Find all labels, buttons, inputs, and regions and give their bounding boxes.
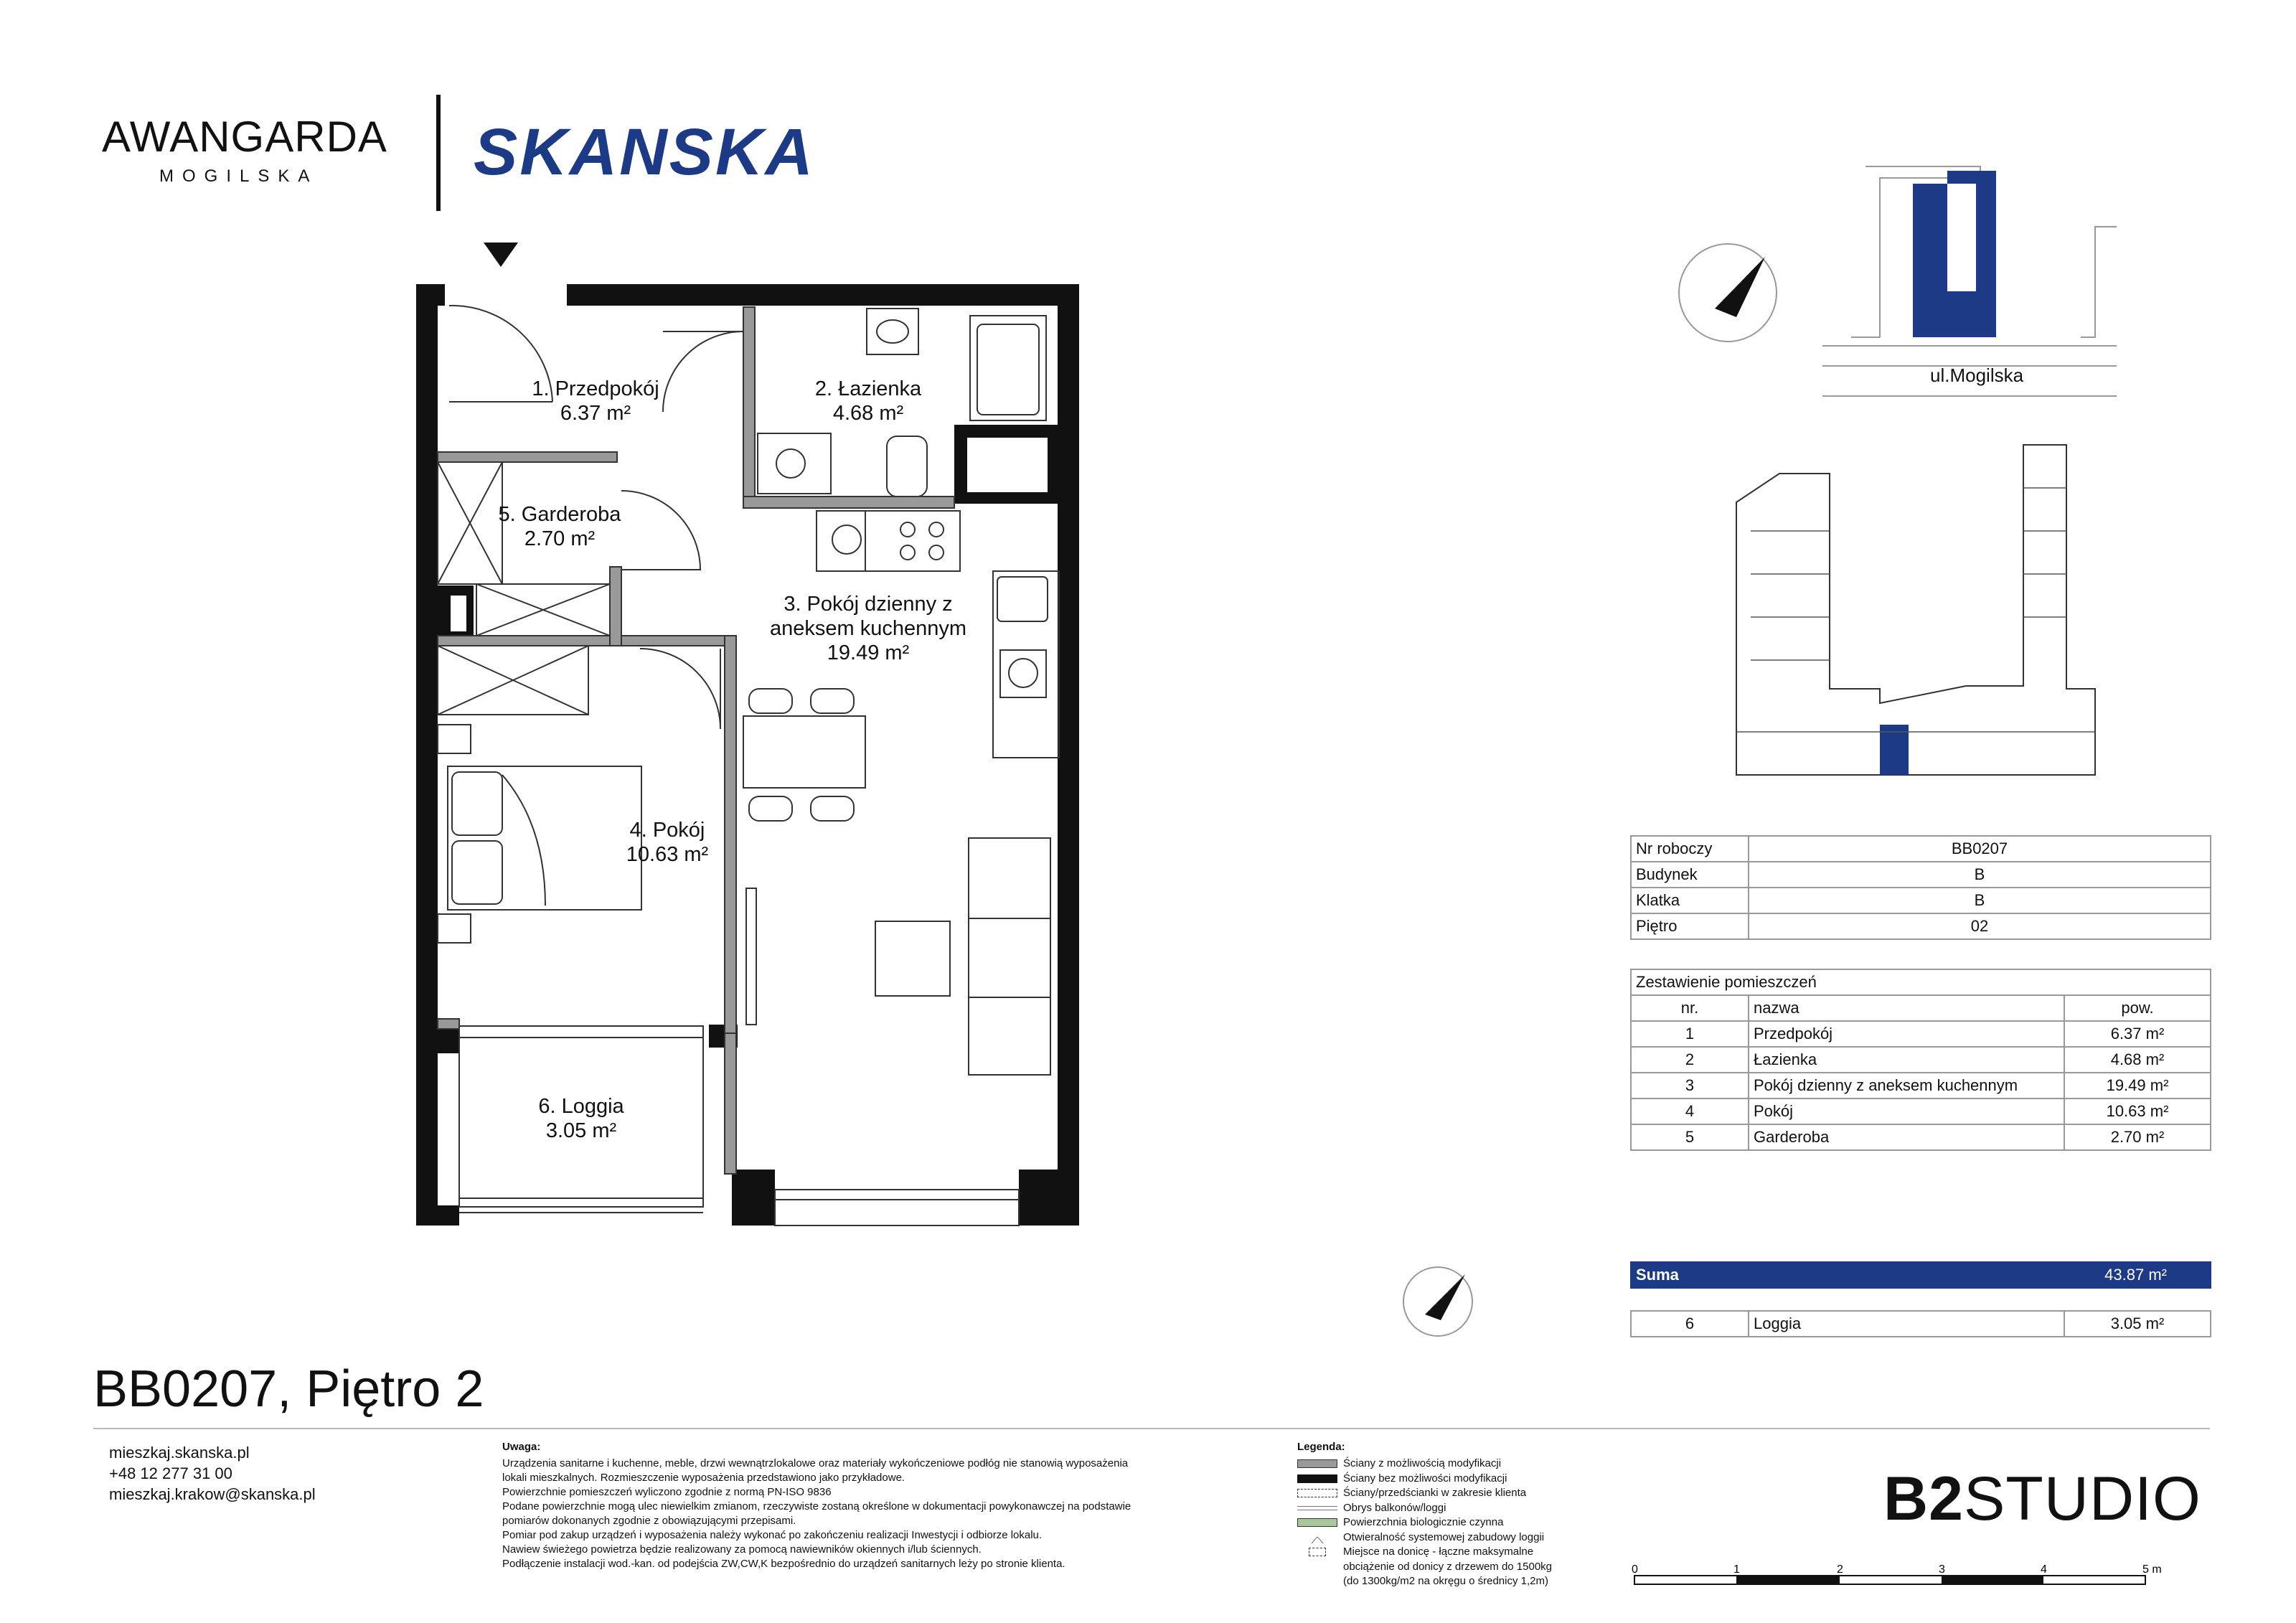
sum-row: Suma 43.87 m² [1631, 1262, 2211, 1288]
page-title: BB0207, Piętro 2 [93, 1360, 484, 1418]
contact-phone[interactable]: +48 12 277 31 00 [109, 1464, 232, 1482]
legend-planter-icon [1309, 1548, 1326, 1556]
table-row: 2 Łazienka 4.68 m² [1631, 1047, 2211, 1073]
loggia-table [1630, 1310, 2211, 1337]
logo-awangarda: AWANGARDA [102, 113, 387, 161]
contact-block [109, 1442, 316, 1505]
legend-swatch [1297, 1459, 1337, 1468]
interior-walls [438, 307, 954, 1174]
legend-swatch [1297, 1474, 1337, 1483]
legend: Ściany z możliwością modyfikacji Ściany bez możliwości modyfikacji Ściany/przedścianki w zakresie klienta Obrys balkonów/loggi Powierzchnia biologicznie czynna ⟋⟍ Otwieralność systemowej zabudowy loggii Miejsce na donicę - łączne maksymalne obciążenie od donicy z drzewem do 1500kg (do 1300kg/m2 na okręgu o średnicy 1,2m) [1297, 1457, 1552, 1589]
room-label-garderoba: 5. Garderoba 2.70 m² [498, 503, 621, 550]
scale-bar [1629, 1564, 2174, 1607]
scale-tick: 1 [1733, 1564, 1740, 1576]
legend-swatch [1297, 1506, 1337, 1510]
legend-opening-icon: ⟋⟍ [1311, 1535, 1324, 1546]
contact-website[interactable]: mieszkaj.skanska.pl [109, 1444, 250, 1462]
scale-tick: 4 [2041, 1564, 2047, 1576]
contact-email[interactable]: mieszkaj.krakow@skanska.pl [109, 1485, 316, 1503]
room-label-pokoj: 4. Pokój 10.63 m² [626, 819, 709, 866]
table-row: Piętro 02 [1631, 913, 2211, 939]
north-compass-icon [1679, 244, 1777, 342]
legend-swatch [1297, 1518, 1337, 1527]
legend-heading: Legenda: [1297, 1441, 1345, 1453]
logo-awangarda-sub: MOGILSKA [159, 166, 319, 186]
street-label: ul.Mogilska [1930, 364, 2024, 386]
info-table [1630, 835, 2211, 940]
scale-tick: 2 [1837, 1564, 1843, 1576]
table-row: Budynek B [1631, 862, 2211, 888]
room-label-pokoj-dzienny: 3. Pokój dzienny z aneksem kuchennym 19.49 m² [769, 593, 967, 664]
legend-swatch [1297, 1489, 1337, 1497]
building-keyplan [1736, 445, 2095, 775]
scale-tick: 3 [1939, 1564, 1945, 1576]
north-compass-small-icon [1401, 1264, 1475, 1339]
sum-table [1630, 1261, 2211, 1289]
table-row: 6 Loggia 3.05 m² [1631, 1311, 2211, 1337]
rooms-table [1630, 969, 2211, 1151]
table-row: 5 Garderoba 2.70 m² [1631, 1124, 2211, 1150]
table-row: 4 Pokój 10.63 m² [1631, 1099, 2211, 1124]
room-label-przedpokoj: 1. Przedpokój 6.37 m² [532, 377, 659, 425]
notes-text: Urządzenia sanitarne i kuchenne, meble, drzwi wewnątrzlokalowe oraz materiały wykończeniowe podłóg nie stanowią wyposażenia lokali mieszkalnych. Rozmieszczenie wyposażenia przedstawiono jako przykładowe. Powierzchnie pomieszczeń wyliczono zgodnie z normą PN-ISO 9836 Podane powierzchnie mogą ulec niewielkim zmianom, rzeczywiste zostaną określone w dokumentacji powykonawczej na podstawie pomiarów dokonanych zgodnie z obowiązującymi przepisami. Pomiar pod zakup urządzeń i wyposażenia należy wykonać po zakończeniu realizacji Inwestycji i odbiorze lokalu. Nawiew świeżego powietrza będzie realizowany za pomocą nawiewników okiennych i/lub ściennych. Podłączenie instalacji wod.-kan. od podejścia ZW,CW,K bezpośrednio do urządzeń sanitarnych leży po stronie klienta. [502, 1457, 1131, 1570]
table-row: Klatka B [1631, 888, 2211, 913]
table-header-row: nr. nazwa pow. [1631, 995, 2211, 1021]
logo-skanska: SKANSKA [474, 116, 815, 189]
divider [93, 1428, 2210, 1429]
site-plan [1665, 158, 2210, 789]
notes-heading: Uwaga: [502, 1441, 541, 1453]
table-row: 3 Pokój dzienny z aneksem kuchennym 19.49 m² [1631, 1073, 2211, 1099]
entrance-arrow-icon [484, 243, 518, 267]
rooms-table-caption: Zestawienie pomieszczeń [1631, 969, 2211, 995]
scale-tick: 5 m [2142, 1564, 2162, 1576]
room-label-lazienka: 2. Łazienka 4.68 m² [814, 377, 922, 425]
scale-tick: 0 [1632, 1564, 1638, 1576]
table-row: Nr roboczy BB0207 [1631, 836, 2211, 862]
room-label-loggia: 6. Loggia 3.05 m² [538, 1095, 624, 1142]
table-row: 1 Przedpokój 6.37 m² [1631, 1021, 2211, 1047]
logo-b2studio: B2STUDIO [1883, 1464, 2201, 1533]
